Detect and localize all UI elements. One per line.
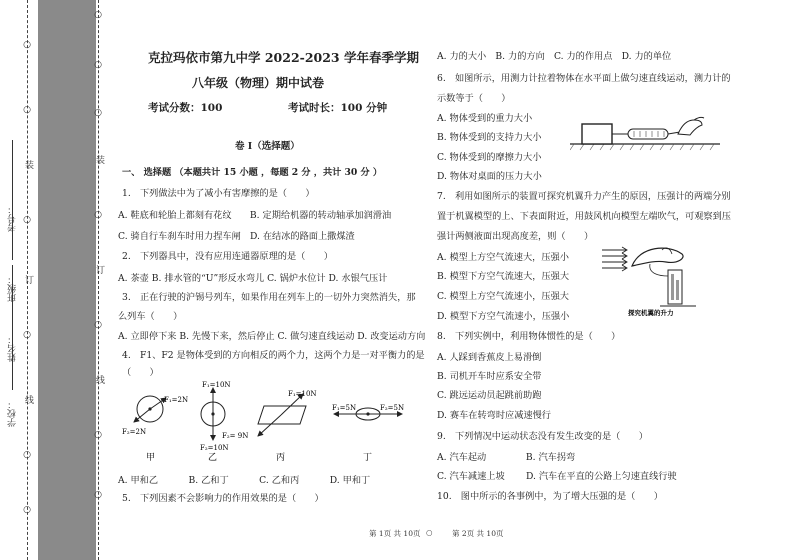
ding-f2-label: F₂=5N [380,404,405,412]
manometer [668,270,682,304]
q6-spring-scale-figure [570,112,720,152]
question-7: 7. 利用如图所示的装置可探究机翼升力产生的原因，压强计的两端分别 [437,191,731,202]
outer-dashed-line [98,0,99,560]
grey-binding-band [38,0,96,560]
q7-continuation-2: 强计两侧液面出现高度差，则（ ） [437,231,594,242]
question-8: 8. 下列实例中，利用物体惯性的是（ ） [437,331,621,342]
inner-circle-mark: ○ [22,105,32,115]
bing-f1-label: F₁=10N [288,390,317,398]
inner-word-mark: 订 [23,275,33,284]
section-heading: 一、 选择题 （本题共计 15 小题 ，每题 2 分 ，共计 30 分 ） [122,167,383,178]
q7-option-b: B. 模型下方空气流速大，压强大 [437,271,570,282]
number-label: 考号： [8,205,18,232]
inner-circle-mark: ○ [22,215,32,225]
yi-f2-label: F₂=10N [200,444,229,452]
q6-option-d: D. 物体对桌面的压力大小 [437,171,542,182]
q2-options: A. 茶壶 B. 排水管的“U”形反水弯儿 C. 锅炉水位计 D. 水银气压计 [118,273,388,284]
q6-continuation: 示数等于（ ） [437,93,511,104]
outer-circle-mark: ○ [93,10,103,20]
jia-f1-label: F₁=2N [164,396,189,404]
q8-option-b: B. 司机开车时应系安全带 [437,371,542,382]
question-1: 1. 下列做法中为了减小有害摩擦的是（ ） [122,188,315,199]
q7-option-a: A. 模型上方空气流速大，压强小 [437,252,569,263]
q7-wing-lift-figure [600,240,710,316]
question-10: 10. 图中所示的各事例中，为了增大压强的是（ ） [437,491,663,502]
name-label: 姓名： [8,335,18,362]
outer-circle-mark: ○ [93,490,103,500]
outer-word-mark: 装 [94,155,104,164]
school-label: 学校： [8,400,18,427]
class-label: 班级： [8,275,18,302]
diagram-jia [134,396,166,422]
inner-circle-mark: ○ [22,505,32,515]
q7-option-c: C. 模型上方空气流速小，压强大 [437,291,569,302]
outer-circle-mark: ○ [93,320,103,330]
page-number-left: 第 1页 共 10页 [369,529,421,538]
q4-continuation: （ ） [122,367,159,378]
airflow-arrows [602,247,627,271]
q3-options: A. 立即停下来 B. 先慢下来，然后停止 C. 做匀速直线运动 D. 改变运动方向 [118,331,426,342]
wing-model [632,248,683,266]
outer-circle-mark: ○ [93,430,103,440]
q9-options-cd: C. 汽车减速上坡 D. 汽车在平直的公路上匀速直线行驶 [437,471,677,482]
q4-options: A. 甲和乙 B. 乙和丁 C. 乙和丙 D. 甲和丁 [118,475,371,486]
question-9: 9. 下列情况中运动状态没有发生改变的是（ ） [437,431,648,442]
page-number-right: 第 2页 共 10页 [452,529,504,538]
inner-circle-mark: ○ [22,40,32,50]
outer-circle-mark: ○ [93,60,103,70]
question-4: 4. F1、F2 是物体受到的方向相反的两个力，这两个力是一对平衡力的是 [122,350,425,361]
exam-score: 考试分数：100 [148,102,223,114]
inner-circle-mark: ○ [22,330,32,340]
outer-circle-mark: ○ [93,108,103,118]
q7-continuation-1: 置于机翼模型的上、下表面附近，用鼓风机向模型左端吹气，可观察到压 [437,211,731,222]
diagram-bing [258,394,306,436]
volume-label: 卷 I（选择题） [235,141,300,152]
q1-options-ab: A. 鞋底和轮胎上都刻有花纹 B. 定期给机器的转动轴承加润滑油 [118,210,392,221]
binding-strip [0,0,118,560]
q9-options-ab: A. 汽车起动 B. 汽车拐弯 [437,452,576,463]
q6-option-c: C. 物体受到的摩擦力大小 [437,152,542,163]
inner-circle-mark: ○ [22,450,32,460]
outer-circle-mark: ○ [93,210,103,220]
q8-option-a: A. 人踩到香蕉皮上易滑倒 [437,352,542,363]
q4-force-diagrams [118,376,418,462]
question-3: 3. 正在行驶的沪锡号列车，如果作用在列车上的一切外力突然消失，那 [122,292,416,303]
yi-f1-label: F₁=10N [202,381,231,389]
exam-title: 克拉玛依市第九中学 2022-2023 学年春季学期 [148,50,419,65]
exam-time: 考试时长：100 分钟 [288,102,388,114]
caption-bing: 丙 [276,453,286,462]
q6-option-b: B. 物体受到的支持力大小 [437,132,542,143]
number-field-line[interactable] [12,140,13,200]
footer-circle: ○ [426,528,433,537]
caption-yi: 乙 [208,453,218,462]
caption-jia: 甲 [146,453,156,462]
inner-word-mark: 装 [23,160,33,169]
exam-subtitle: 八年级（物理）期中试卷 [192,76,325,90]
jia-f2-label: F₂=2N [122,428,147,436]
outer-word-mark: 订 [94,265,104,274]
question-6: 6. 如图所示，用测力计拉着物体在水平面上做匀速直线运动，测力计的 [437,73,731,84]
caption-ding: 丁 [363,453,373,462]
inner-word-mark: 线 [23,395,33,404]
q7-option-d: D. 模型下方空气流速小，压强小 [437,311,570,322]
question-2: 2. 下列器具中，没有应用连通器原理的是（ ） [122,251,333,262]
outer-word-mark: 线 [94,375,104,384]
q8-option-d: D. 赛车在转弯时应减速慢行 [437,410,551,421]
q5-options: A. 力的大小 B. 力的方向 C. 力的作用点 D. 力的单位 [437,51,672,62]
q8-option-c: C. 跳远运动员起跳前助跑 [437,390,542,401]
q3-continuation: 么列车（ ） [118,311,183,322]
question-5: 5. 下列因素不会影响力的作用效果的是（ ） [122,493,324,504]
q7-figure-caption: 探究机翼的升力 [628,309,674,316]
q1-options-cd: C. 骑自行车刹车时用力捏车闸 D. 在结冰的路面上撒煤渣 [118,231,355,242]
bing-f2-label: F₂= 9N [222,432,249,440]
ding-f1-label: F₁=5N [332,404,357,412]
q6-option-a: A. 物体受到的重力大小 [437,113,533,124]
